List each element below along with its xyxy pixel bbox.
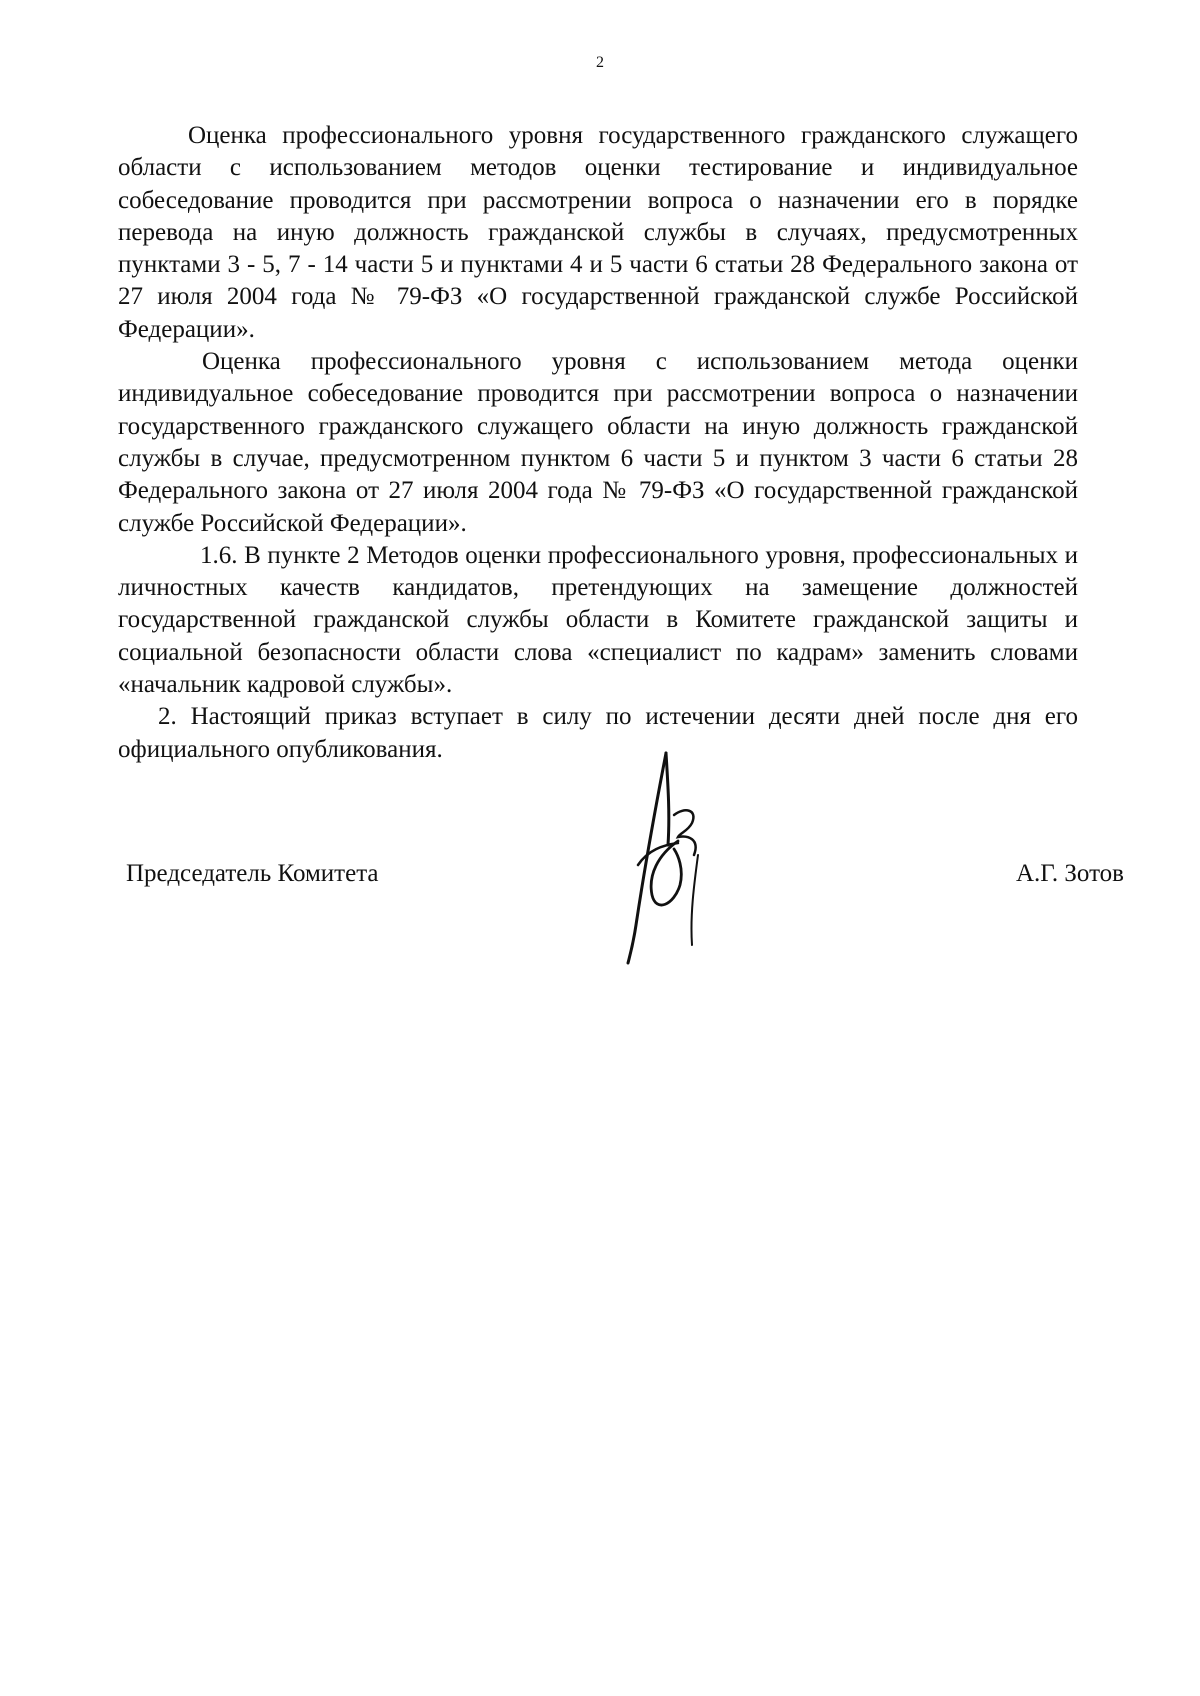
paragraph-assessment-interview: Оценка профессионального уровня с использованием метода оценки индивидуальное собеседование проводится при рассмотрении вопроса о назначении государственного гражданского служащего области на иную должность гражданской службы в случае, предусмотренном пунктом 6 части 5 и пунктом 3 части 6 статьи 28 Федерального закона от 27 июля 2004 года № 79-ФЗ «О государственной гражданской службе Российской Федерации». <box>118 348 1078 537</box>
paragraph-item-2: 2. Настоящий приказ вступает в силу по истечении десяти дней после дня его официального опубликования. <box>118 703 1078 763</box>
signature-block <box>0 860 1200 900</box>
paragraph-item-1-6: 1.6. В пункте 2 Методов оценки профессионального уровня, профессиональных и личностных качеств кандидатов, претендующих на замещение должностей государственной гражданской службы области в Комитете гражданской защиты и социальной безопасности области слова «специалист по кадрам» заменить словами «начальник кадровой службы». <box>118 541 1078 699</box>
handwritten-signature <box>618 745 738 965</box>
signatory-name: А.Г. Зотов <box>1015 860 1124 887</box>
document-body <box>118 120 1078 766</box>
paragraph-assessment-transfer: Оценка профессионального уровня государственного гражданского служащего области с использованием методов оценки тестирование и индивидуальное собеседование проводится при рассмотрении вопроса о назначении его в порядке перевода на иную должность гражданской службы в случаях, предусмотренных пунктами 3 - 5, 7 - 14 части 5 и пунктами 4 и 5 части 6 статьи 28 Федерального закона от 27 июля 2004 года № 79-ФЗ «О государственной гражданской службе Российской Федерации». <box>118 122 1078 343</box>
page-number: 2 <box>596 54 604 71</box>
signatory-position: Председатель Комитета <box>126 860 379 887</box>
